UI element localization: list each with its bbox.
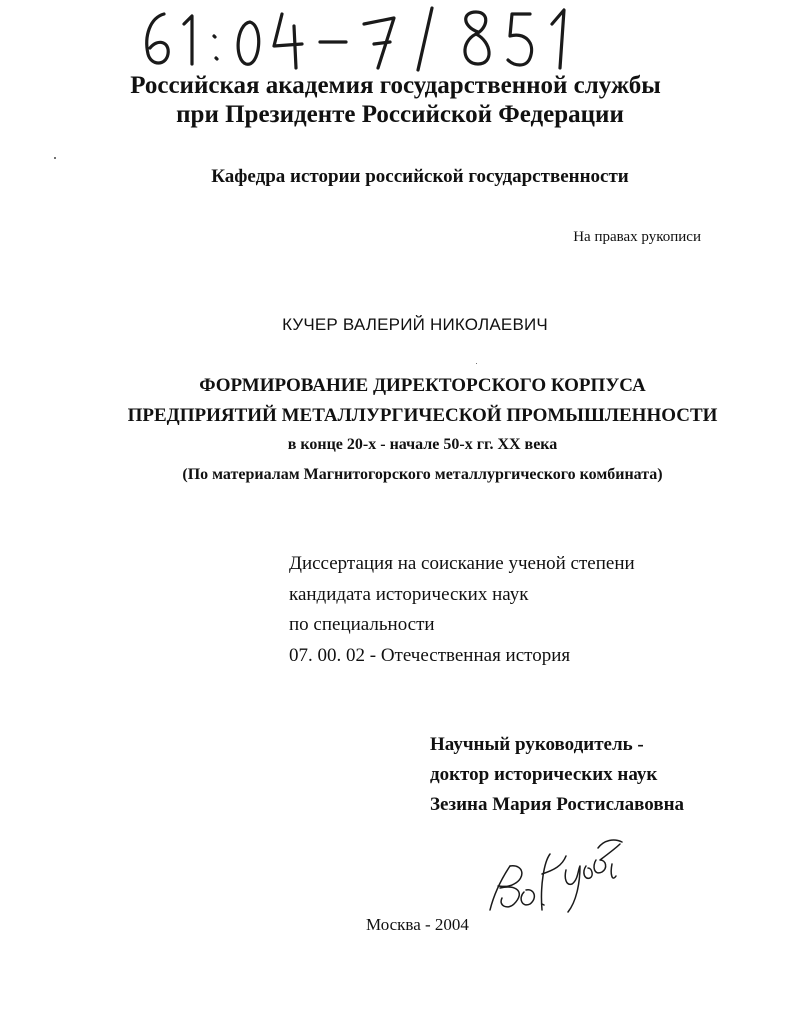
degree-line-4: 07. 00. 02 - Отечественная история [289, 645, 571, 666]
title-line-1: ФОРМИРОВАНИЕ ДИРЕКТОРСКОГО КОРПУСА [199, 375, 646, 396]
scan-speck [54, 157, 56, 159]
signature [480, 826, 650, 922]
title-line-3: в конце 20-х - начале 50-х гг. XX века [287, 436, 558, 453]
department-name: Кафедра истории российской государственности [211, 166, 629, 187]
institution-line-2: при Президенте Российской Федерации [176, 101, 624, 128]
advisor-name: Зезина Мария Ростиславовна [430, 794, 685, 815]
institution-line-1: Российская академия государственной службы [130, 72, 661, 99]
author-name: КУЧЕР ВАЛЕРИЙ НИКОЛАЕВИЧ [282, 315, 548, 334]
degree-line-2: кандидата исторических наук [289, 584, 529, 605]
degree-line-3: по специальности [289, 614, 435, 635]
advisor-role: Научный руководитель - [430, 734, 644, 755]
degree-line-1: Диссертация на соискание ученой степени [289, 553, 635, 574]
handwritten-catalog-code [132, 2, 592, 74]
city-year: Москва - 2004 [366, 915, 469, 934]
advisor-credentials: доктор исторических наук [430, 764, 658, 785]
scan-speck [476, 363, 477, 364]
title-line-4: (По материалам Магнитогорского металлургического комбината) [182, 466, 663, 483]
manuscript-rights-note: На правах рукописи [573, 229, 701, 245]
title-line-2: ПРЕДПРИЯТИЙ МЕТАЛЛУРГИЧЕСКОЙ ПРОМЫШЛЕННОСТИ [127, 405, 718, 426]
